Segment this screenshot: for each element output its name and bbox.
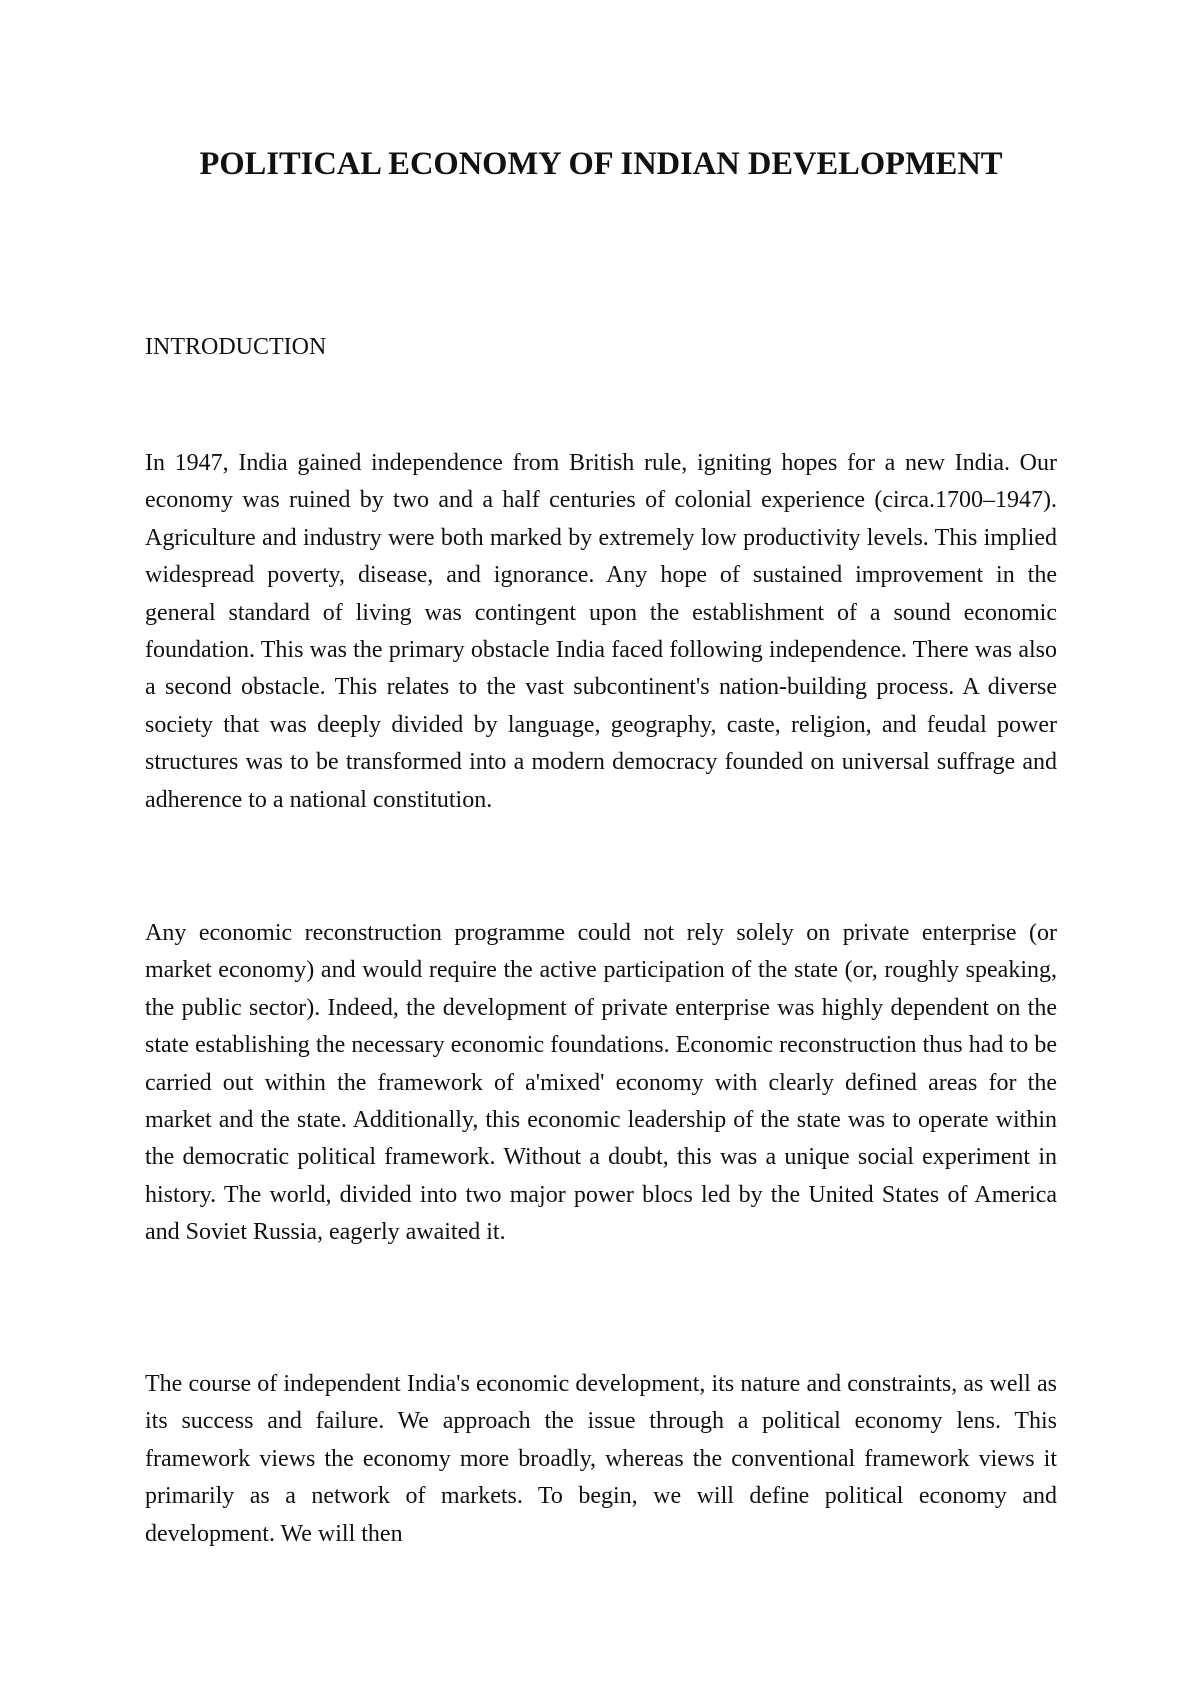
body-paragraph-1: In 1947, India gained independence from British rule, igniting hopes for a new India. Our economy was ruined by two and a half centuries of colonial experience (circa.1700–1947). Agriculture and industry were both marked by extremely low productivity levels. This implied widespread poverty, disease, and ignorance. Any hope of sustained improvement in the general standard of living was contingent upon the establishment of a sound economic foundation. This was the primary obstacle India faced following independence. There was also a second obstacle. This relates to the vast subcontinent's nation-building process. A diverse society that was deeply divided by language, geography, caste, religion, and feudal power structures was to be transformed into a modern democracy founded on universal suffrage and adherence to a national constitution. (145, 450, 1057, 813)
document-title: POLITICAL ECONOMY OF INDIAN DEVELOPMENT (199, 146, 1003, 182)
section-heading-introduction: INTRODUCTION (145, 334, 327, 360)
body-paragraph-3: The course of independent India's economic development, its nature and constraints, as well as its success and failure. We approach the issue through a political economy lens. This framework views the economy more broadly, whereas the conventional framework views it primarily as a network of markets. To begin, we will define political economy and development. We will then (145, 1371, 1057, 1547)
body-paragraph-2: Any economic reconstruction programme could not rely solely on private enterprise (or market economy) and would require the active participation of the state (or, roughly speaking, the public sector). Indeed, the development of private enterprise was highly dependent on the state establishing the necessary economic foundations. Economic reconstruction thus had to be carried out within the framework of a'mixed' economy with clearly defined areas for the market and the state. Additionally, this economic leadership of the state was to operate within the democratic political framework. Without a doubt, this was a unique social experiment in history. The world, divided into two major power blocs led by the United States of America and Soviet Russia, eagerly awaited it. (145, 920, 1057, 1246)
